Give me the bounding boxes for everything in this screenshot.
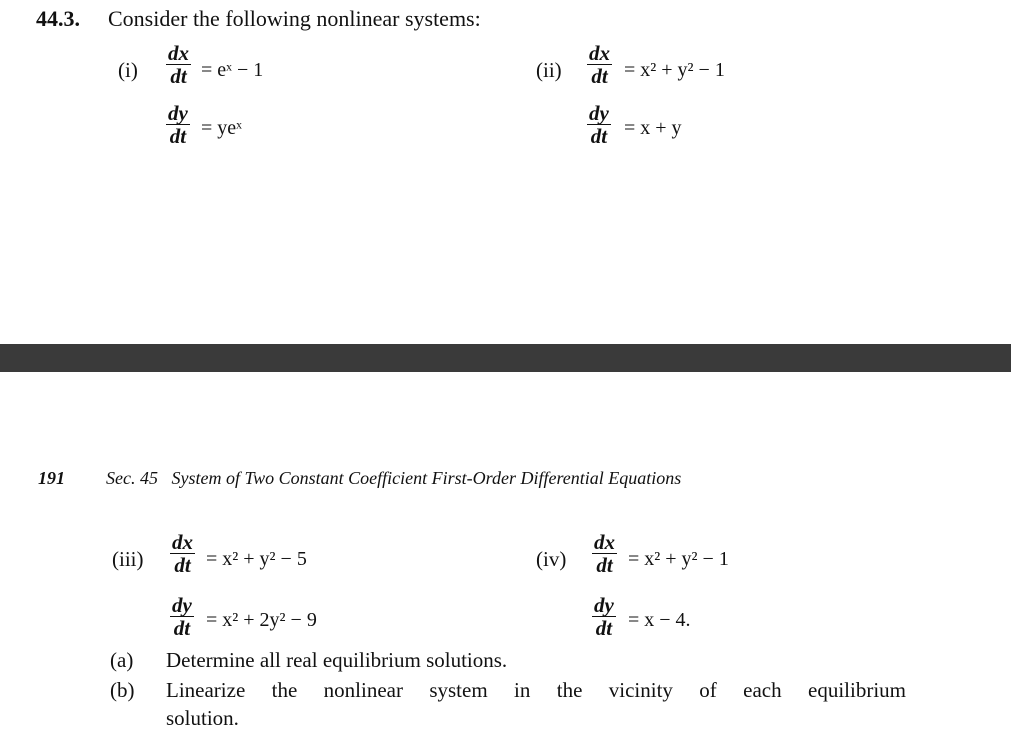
denominator: dt — [595, 616, 613, 640]
part-a-label: (a) — [110, 648, 134, 672]
numerator: dx — [168, 41, 189, 65]
problem-number: 44.3. — [36, 6, 80, 31]
page-break-band — [0, 344, 1011, 372]
numerator: dx — [589, 41, 610, 65]
system-iv-dy-rhs: = x − 4. — [628, 609, 691, 631]
denominator: dt — [174, 553, 191, 577]
numerator: dx — [594, 530, 615, 554]
numerator: dy — [168, 101, 188, 125]
system-i-dydt — [166, 101, 190, 148]
system-iv-dxdt — [592, 530, 617, 577]
part-b-line2: solution. — [166, 706, 239, 730]
numerator: dy — [172, 593, 192, 617]
numerator: dx — [172, 530, 193, 554]
system-iii-label: (iii) — [112, 547, 144, 571]
page-number: 191 — [38, 468, 65, 488]
system-i-label: (i) — [118, 58, 138, 82]
system-iii-dx-rhs: = x² + y² − 5 — [206, 548, 307, 570]
system-i-dy-rhs: = yeˣ — [201, 117, 242, 139]
system-ii-dydt — [587, 101, 611, 148]
denominator: dt — [590, 124, 608, 148]
problem-intro: Consider the following nonlinear systems: — [108, 6, 481, 31]
system-ii-dxdt — [587, 41, 612, 88]
denominator: dt — [173, 616, 191, 640]
system-iii-dy-rhs: = x² + 2y² − 9 — [206, 609, 317, 631]
system-iv-dx-rhs: = x² + y² − 1 — [628, 548, 729, 570]
denominator: dt — [169, 124, 187, 148]
system-iv-dydt — [592, 593, 616, 640]
system-i-dxdt — [166, 41, 191, 88]
system-ii-dy-rhs: = x + y — [624, 117, 682, 139]
system-iii-dxdt — [170, 530, 195, 577]
system-iii-dydt — [170, 593, 194, 640]
numerator: dy — [589, 101, 609, 125]
denominator: dt — [596, 553, 613, 577]
system-iv-label: (iv) — [536, 547, 567, 571]
denominator: dt — [170, 64, 187, 88]
system-i-dx-rhs: = eˣ − 1 — [201, 59, 264, 81]
running-head: Sec. 45 System of Two Constant Coefficient First-Order Differential Equations — [106, 468, 682, 488]
numerator: dy — [594, 593, 614, 617]
part-b-line1: Linearize the nonlinear system in the vicinity of each equilibrium — [166, 678, 906, 702]
system-ii-dx-rhs: = x² + y² − 1 — [624, 59, 725, 81]
part-b-label: (b) — [110, 678, 135, 702]
system-ii-label: (ii) — [536, 58, 562, 82]
denominator: dt — [591, 64, 608, 88]
part-a-text: Determine all real equilibrium solutions. — [166, 648, 508, 672]
